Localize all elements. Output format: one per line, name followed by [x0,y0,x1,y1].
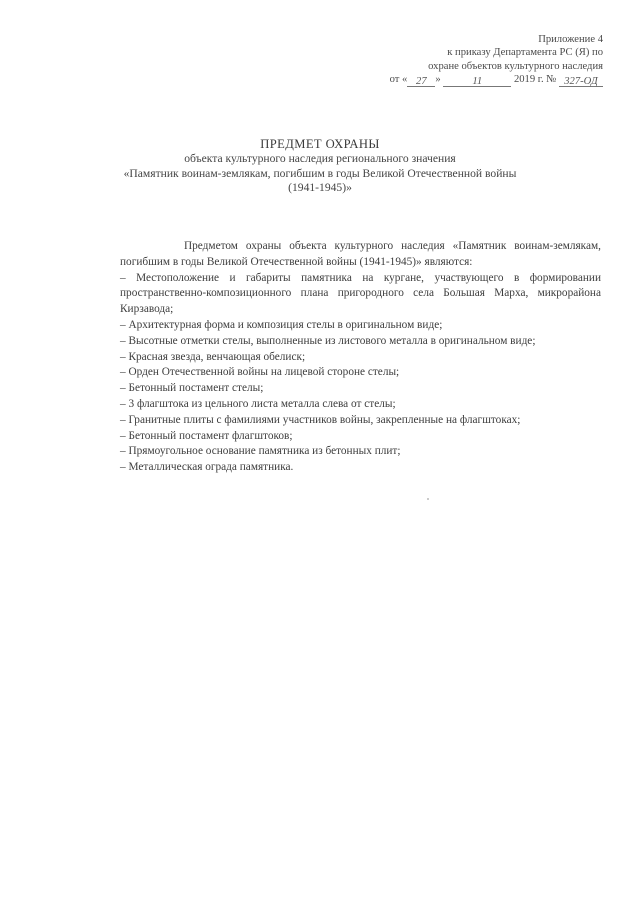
list-item: – 3 флагштока из цельного листа металла слева от стелы; [120,397,396,410]
date-day: 27 [407,75,435,87]
scan-speck [427,498,429,500]
title-subtitle-3: (1941-1945)» [288,181,352,194]
list-item: – Гранитные плиты с фамилиями участников войны, закрепленные на флагштоках; [120,413,521,426]
document-title-block [0,136,640,196]
appendix-number: Приложение 4 [538,34,603,45]
document-body [120,239,601,476]
intro-paragraph: Предметом охраны объекта культурного наследия «Памятник воинам-землякам, погибшим в годы Великой Отечественной войны (1941-1945)» являются: [120,240,601,268]
list-item: – Бетонный постамент флагштоков; [120,429,293,442]
list-item: – Бетонный постамент стелы; [120,382,264,395]
appendix-header [363,33,603,87]
list-item: – Прямоугольное основание памятника из бетонных плит; [120,445,401,458]
title-subtitle-1: объекта культурного наследия регионального значения [184,152,456,165]
date-month: 11 [443,75,511,87]
title-subtitle-2: «Памятник воинам-землякам, погибшим в годы Великой Отечественной войны [123,166,517,180]
list-item: – Красная звезда, венчающая обелиск; [120,350,306,363]
protection-item-location: – Местоположение и габариты памятника на кургане, участвующего в формировании пространственно-композиционного плана пригородного села Большая Марха, микрорайона Кирзавода; [120,271,601,316]
protection-item-heights: – Высотные отметки стелы, выполненные из листового металла в оригинальном виде; [120,334,536,347]
appendix-department: охране объектов культурного наследия [428,60,603,72]
date-mid: » [435,74,441,86]
date-prefix: от « [389,74,408,86]
list-item: – Металлическая ограда памятника. [120,461,294,474]
list-item: – Орден Отечественной войны на лицевой стороне стелы; [120,366,400,379]
document-title: ПРЕДМЕТ ОХРАНЫ [260,137,380,151]
protection-item-architecture: – Архитектурная форма и композиция стелы в оригинальном виде; [120,318,443,331]
appendix-date-line [363,73,603,86]
order-number: 327-ОД [559,75,603,87]
appendix-order-ref: к приказу Департамента РС (Я) по [447,47,603,59]
date-year: 2019 г. № [513,74,557,86]
